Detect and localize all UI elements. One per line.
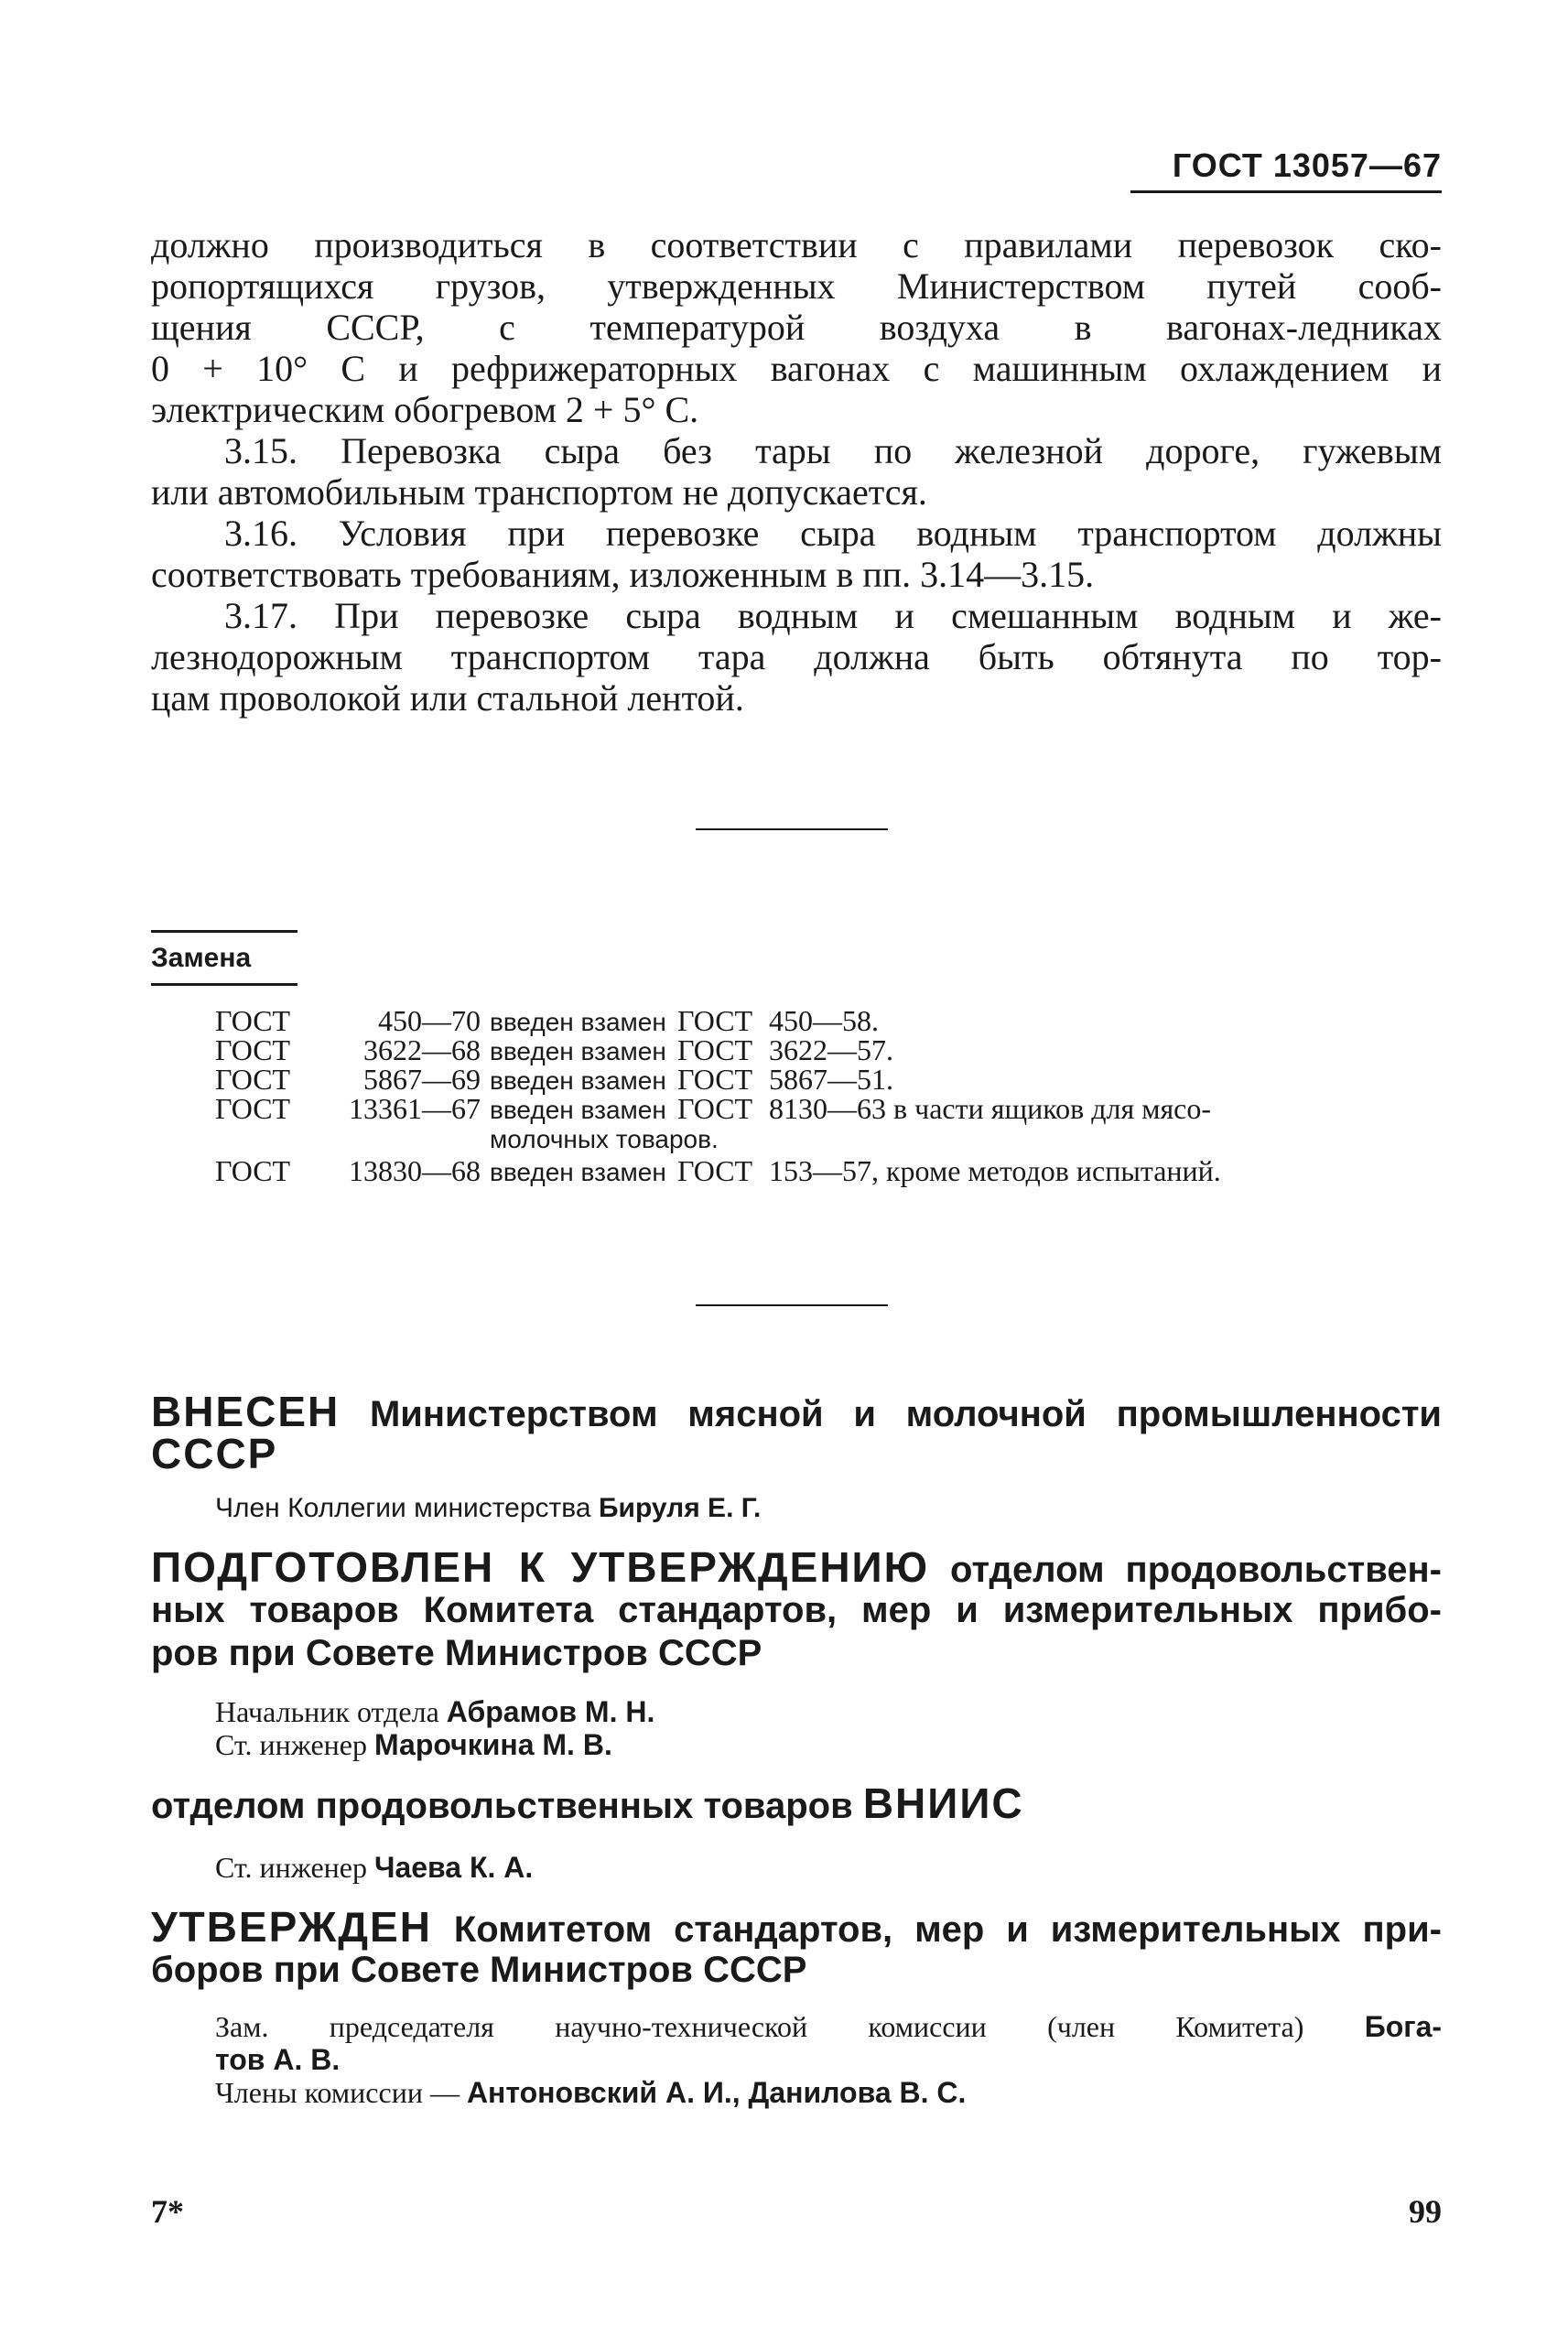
utverzhden-label: УТВЕРЖДЕН bbox=[151, 1903, 432, 1951]
person-name: Антоновский А. И., Данилова В. С. bbox=[466, 2076, 967, 2109]
replacement-target: 3622—57. bbox=[769, 1033, 893, 1066]
document-header: ГОСТ 13057—67 bbox=[1172, 146, 1442, 184]
person-entry bbox=[215, 1728, 612, 1761]
vnesen-line-2 bbox=[151, 1430, 1442, 1477]
utverzhden-line bbox=[151, 1903, 1442, 1951]
std-label: ГОСТ bbox=[215, 1033, 291, 1066]
vnesen-member bbox=[215, 1492, 761, 1525]
zamena-bottom-rule bbox=[151, 983, 297, 986]
vniis-label: ВНИИС bbox=[862, 1779, 1024, 1827]
utverzhden-line-2: боров при Совете Министров СССР bbox=[151, 1950, 807, 1990]
std-label: ГОСТ bbox=[215, 1092, 291, 1125]
std-label: ГОСТ bbox=[215, 1063, 291, 1096]
person-name: Абрамов М. Н. bbox=[446, 1695, 655, 1728]
replacement-target: 153—57, кроме методов испытаний. bbox=[769, 1154, 1221, 1187]
std-label: ГОСТ bbox=[677, 1154, 753, 1187]
person-entry bbox=[215, 2076, 966, 2109]
zamena-title: Замена bbox=[151, 943, 252, 973]
vniis-text: отделом продовольственных товаров bbox=[151, 1786, 853, 1826]
std-number: 5867—69 bbox=[363, 1063, 481, 1096]
paragraph-3-16: 3.16. Условия при перевозке сыра водным транспортом должны bbox=[224, 513, 1442, 554]
person-name: тов А. В. bbox=[215, 2043, 341, 2076]
std-number: 450—70 bbox=[378, 1004, 481, 1037]
podgotovlen-line bbox=[151, 1543, 1442, 1591]
replacement-continuation: молочных товаров. bbox=[490, 1125, 719, 1153]
person-role: Ст. инженер bbox=[215, 1851, 367, 1884]
replacement-target: 8130—63 в части ящиков для мясо- bbox=[769, 1092, 1212, 1125]
utverzhden-text-1: Комитетом стандартов, мер и измерительных при- bbox=[453, 1909, 1442, 1950]
std-label: ГОСТ bbox=[215, 1154, 291, 1187]
vniis-line bbox=[151, 1779, 1442, 1827]
person-role: Начальник отдела bbox=[215, 1695, 439, 1728]
footer-signature-mark: 7* bbox=[151, 2193, 184, 2230]
person-role: Член Коллегии министерства bbox=[215, 1493, 591, 1523]
replacement-row bbox=[215, 1034, 893, 1065]
replacement-verb: введен взамен bbox=[490, 1096, 666, 1124]
person-entry bbox=[215, 1851, 533, 1884]
person-entry bbox=[215, 1695, 654, 1728]
body-line: лезнодорожным транспортом тара должна быть обтянута по тор- bbox=[151, 636, 1442, 677]
std-number: 13830—68 bbox=[349, 1154, 481, 1187]
body-line: щения СССР, с температурой воздуха в вагонах-ледниках bbox=[151, 307, 1442, 348]
body-line: соответствовать требованиям, изложенным в пп. 3.14—3.15. bbox=[151, 554, 1095, 595]
section-separator bbox=[696, 828, 888, 830]
replacement-verb: введен взамен bbox=[490, 1008, 666, 1036]
vnesen-line bbox=[151, 1388, 1442, 1435]
std-label: ГОСТ bbox=[677, 1092, 753, 1125]
replacement-verb: введен взамен bbox=[490, 1158, 666, 1186]
std-label: ГОСТ bbox=[215, 1004, 291, 1037]
body-line: ропортящихся грузов, утвержденных Министерством путей сооб- bbox=[151, 265, 1442, 307]
podgotovlen-line-2: ных товаров Комитета стандартов, мер и измерительных прибо- bbox=[151, 1590, 1442, 1630]
paragraph-3-17: 3.17. При перевозке сыра водным и смешанным водным и же- bbox=[224, 595, 1442, 636]
person-role: Ст. инженер bbox=[215, 1728, 367, 1761]
vnesen-label: ВНЕСЕН bbox=[151, 1388, 341, 1435]
std-label: ГОСТ bbox=[677, 1004, 753, 1037]
person-name: Бируля Е. Г. bbox=[598, 1493, 762, 1523]
body-line: должно производиться в соответствии с правилами перевозок ско- bbox=[151, 224, 1442, 265]
vnesen-text: Министерством мясной и молочной промышленности bbox=[369, 1394, 1442, 1434]
replacement-verb: введен взамен bbox=[490, 1066, 666, 1095]
podgotovlen-text-1: отделом продовольствен- bbox=[950, 1550, 1442, 1590]
page-number: 99 bbox=[1409, 2193, 1442, 2230]
replacement-target: 5867—51. bbox=[769, 1063, 893, 1096]
vnesen-text-2: СССР bbox=[151, 1430, 278, 1477]
replacement-row-continuation bbox=[490, 1122, 719, 1153]
std-label: ГОСТ bbox=[677, 1033, 753, 1066]
replacement-row bbox=[215, 1155, 1221, 1186]
replacement-target: 450—58. bbox=[769, 1004, 879, 1037]
person-role: Зам. председателя научно-технической комиссии (член Комитета) bbox=[215, 2010, 1304, 2043]
body-text bbox=[151, 224, 1442, 719]
header-rule bbox=[1130, 190, 1442, 193]
paragraph-3-15: 3.15. Перевозка сыра без тары по железной дороге, гужевым bbox=[224, 430, 1442, 471]
podgotovlen-line-3: ров при Совете Министров СССР bbox=[151, 1633, 762, 1673]
replacement-row bbox=[215, 1064, 893, 1095]
section-separator bbox=[696, 1304, 888, 1306]
replacement-verb: введен взамен bbox=[490, 1037, 666, 1065]
body-line: 0 + 10° С и рефрижераторных вагонах с машинным охлаждением и bbox=[151, 348, 1442, 389]
person-entry bbox=[215, 2010, 1442, 2043]
person-name: Чаева К. А. bbox=[373, 1851, 534, 1884]
body-line: электрическим обогревом 2 + 5° С. bbox=[151, 389, 699, 430]
std-number: 13361—67 bbox=[349, 1092, 481, 1125]
podgotovlen-label: ПОДГОТОВЛЕН К УТВЕРЖДЕНИЮ bbox=[151, 1543, 930, 1591]
person-entry-continuation bbox=[215, 2043, 340, 2076]
replacement-row bbox=[215, 1093, 1211, 1124]
zamena-top-rule bbox=[151, 930, 297, 933]
replacement-row bbox=[215, 1005, 879, 1036]
person-role: Члены комиссии — bbox=[215, 2076, 460, 2109]
std-label: ГОСТ bbox=[677, 1063, 753, 1096]
person-name: Бога- bbox=[1364, 2010, 1443, 2043]
person-name: Марочкина М. В. bbox=[373, 1728, 612, 1761]
body-line: или автомобильным транспортом не допускается. bbox=[151, 471, 927, 513]
std-number: 3622—68 bbox=[363, 1033, 481, 1066]
body-line: цам проволокой или стальной лентой. bbox=[151, 677, 744, 719]
